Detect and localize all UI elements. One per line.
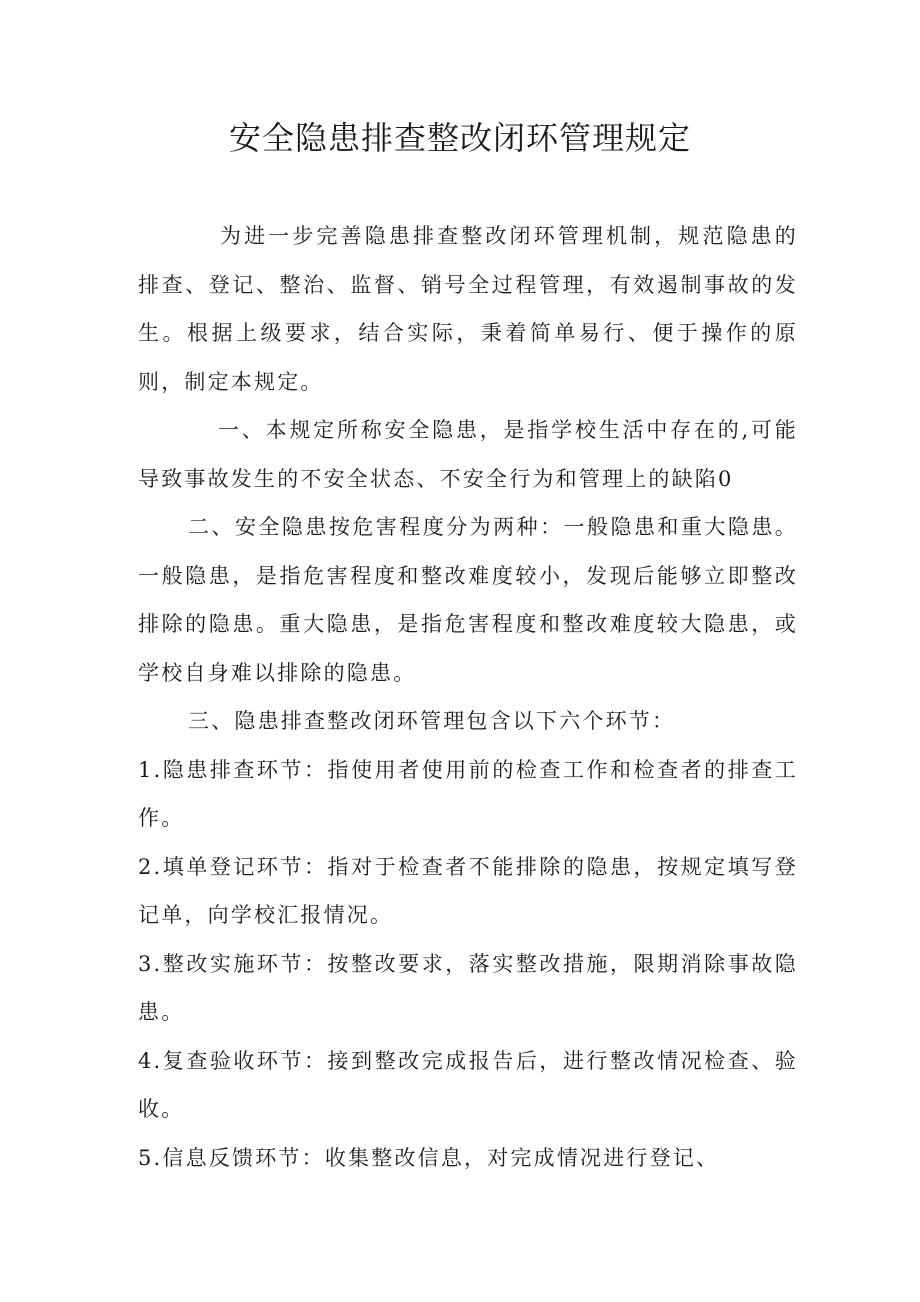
document-title: 安全隐患排查整改闭环管理规定 bbox=[228, 119, 691, 157]
document-body bbox=[138, 212, 798, 1182]
intro-paragraph: 为进一步完善隐患排查整改闭环管理机制，规范隐患的排查、登记、整治、监督、销号全过程管理，有效遏制事故的发生。根据上级要求，结合实际，秉着简单易行、便于操作的原则，制定本规定。 bbox=[138, 224, 798, 394]
section-two-paragraph: 二、安全隐患按危害程度分为两种：一般隐患和重大隐患。一般隐患，是指危害程度和整改难度较小，发现后能够立即整改排除的隐患。重大隐患，是指危害程度和整改难度较大隐患，或学校自身难以排除的隐患。 bbox=[138, 515, 798, 685]
list-item-2: 2.填单登记环节：指对于检查者不能排除的隐患，按规定填写登记单，向学校汇报情况。 bbox=[138, 854, 798, 927]
list-item-1: 1.隐患排查环节：指使用者使用前的检查工作和检查者的排查工作。 bbox=[138, 757, 798, 830]
list-item-3: 3.整改实施环节：按整改要求，落实整改措施，限期消除事故隐患。 bbox=[138, 951, 798, 1024]
list-item-4: 4.复查验收环节：接到整改完成报告后，进行整改情况检查、验收。 bbox=[138, 1048, 798, 1121]
section-three-paragraph: 三、隐患排查整改闭环管理包含以下六个环节： bbox=[188, 709, 676, 733]
section-one-paragraph: 一、本规定所称安全隐患，是指学校生活中存在的,可能导致事故发生的不安全状态、不安全行为和管理上的缺陷0 bbox=[138, 418, 798, 491]
list-item-5: 5.信息反馈环节：收集整改信息，对完成情况进行登记、 bbox=[138, 1145, 720, 1170]
